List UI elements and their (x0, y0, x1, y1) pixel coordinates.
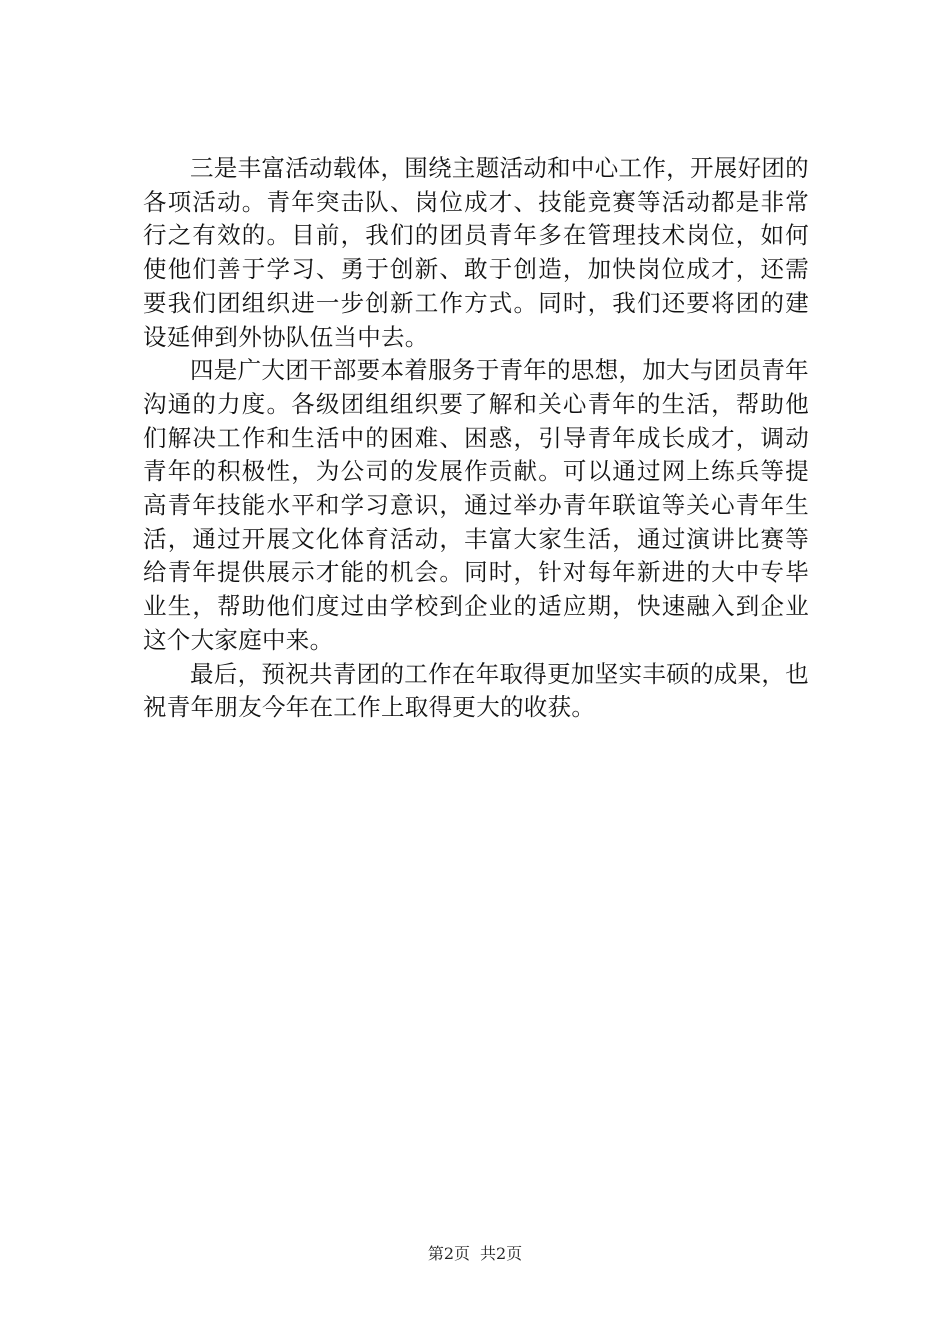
paragraph-activities: 三是丰富活动载体，围绕主题活动和中心工作，开展好团的各项活动。青年突击队、岗位成才、技能竞赛等活动都是非常行之有效的。目前，我们的团员青年多在管理技术岗位，如何使他们善于学习、勇于创新、敢于创造，加快岗位成才，还需要我们团组织进一步创新工作方式。同时，我们还要将团的建设延伸到外协队伍当中去。 (143, 154, 809, 351)
page-number: 第2页 (427, 1244, 470, 1263)
document-body (143, 152, 809, 725)
paragraph-cadres: 四是广大团干部要本着服务于青年的思想，加大与团员青年沟通的力度。各级团组组织要了解和关心青年的生活，帮助他们解决工作和生活中的困难、困惑，引导青年成长成才，调动青年的积极性，为公司的发展作贡献。可以通过网上练兵等提高青年技能水平和学习意识，通过举办青年联谊等关心青年生活，通过开展文化体育活动，丰富大家生活，通过演讲比赛等给青年提供展示才能的机会。同时，针对每年新进的大中专毕业生，帮助他们度过由学校到企业的适应期，快速融入到企业这个大家庭中来。 (143, 356, 809, 654)
page-footer (0, 1244, 950, 1264)
page-total: 共2页 (480, 1244, 523, 1263)
paragraph-closing: 最后，预祝共青团的工作在年取得更加坚实丰硕的成果，也祝青年朋友今年在工作上取得更大的收获。 (143, 659, 809, 722)
